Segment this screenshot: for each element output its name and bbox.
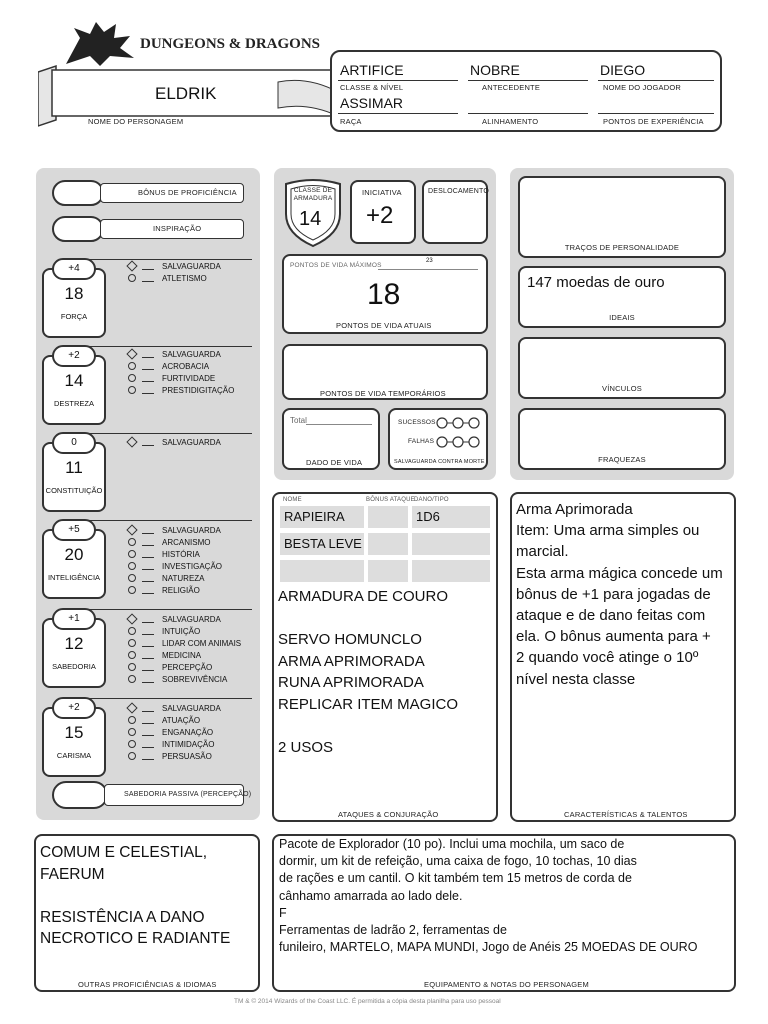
skill-label: INTIMIDAÇÃO (162, 739, 215, 749)
proficiency-marker-icon[interactable] (128, 639, 136, 647)
death-success-label: SUCESSOS (398, 419, 436, 426)
skill-label: ACROBACIA (162, 361, 210, 371)
ability-name: CARISMA (56, 751, 92, 760)
attack-row[interactable] (280, 533, 490, 555)
death-saves-label: SALVAGUARDA CONTRA MORTE (394, 459, 485, 465)
skill-row[interactable] (128, 348, 234, 360)
other-proficiencies-text[interactable]: COMUM E CELESTIAL, FAERUM RESISTÊNCIA A DANO NECROTICO E RADIANTE (40, 844, 231, 947)
skill-row[interactable] (128, 702, 221, 714)
attacks-col-name: NOME (283, 497, 302, 503)
character-name-label: NOME DO PERSONAGEM (88, 117, 184, 126)
ability-name: FORÇA (60, 312, 88, 321)
skill-label: LIDAR COM ANIMAIS (162, 638, 242, 648)
skill-row[interactable] (128, 560, 222, 572)
attack-name: BESTA LEVE (284, 536, 362, 551)
skill-row[interactable] (128, 572, 222, 584)
skill-label: PERSUASÃO (162, 751, 212, 761)
ability-destreza (42, 345, 252, 415)
proficiency-marker-icon[interactable] (128, 538, 136, 546)
ideals-text: 147 moedas de ouro (527, 274, 665, 291)
skill-row[interactable] (128, 372, 234, 384)
hp-max-line (378, 269, 478, 270)
proficiency-marker-icon[interactable] (128, 574, 136, 582)
ability-line (78, 346, 252, 347)
ability-constituicao (42, 432, 252, 502)
ability-modifier[interactable]: 0 (52, 432, 96, 454)
alignment-label: ALINHAMENTO (482, 117, 539, 126)
armor-class-label: CLASSE DE ARMADURA (293, 187, 333, 202)
skill-row[interactable] (128, 649, 241, 661)
skill-row[interactable] (128, 260, 221, 272)
skill-label: ARCANISMO (162, 537, 211, 547)
skill-row[interactable] (128, 272, 221, 284)
proficiency-marker-icon[interactable] (126, 436, 137, 447)
attack-damage: 1D6 (416, 509, 440, 524)
death-fail-circles[interactable] (434, 435, 482, 449)
ability-name: CONSTITUIÇÃO (45, 486, 103, 495)
proficiency-marker-icon[interactable] (128, 550, 136, 558)
skill-label: SALVAGUARDA (162, 614, 221, 624)
xp-line (598, 113, 714, 114)
speed-label: DESLOCAMENTO (428, 188, 490, 195)
skill-row[interactable] (128, 714, 221, 726)
skill-label: SALVAGUARDA (162, 525, 221, 535)
attack-name-cell[interactable] (280, 506, 364, 528)
proficiency-marker-icon[interactable] (128, 386, 136, 394)
background-line (468, 80, 588, 81)
proficiency-marker-icon[interactable] (128, 675, 136, 683)
attack-bonus-cell[interactable] (368, 533, 408, 555)
proficiency-bonus-box[interactable] (52, 180, 104, 206)
skill-label: INTUIÇÃO (162, 626, 201, 636)
copyright-footer: TM & © 2014 Wizards of the Coast LLC. É permitida a cópia desta planilha para uso pessoal (234, 998, 501, 1005)
skill-label: SALVAGUARDA (162, 703, 221, 713)
proficiency-marker-icon[interactable] (128, 562, 136, 570)
skills-list (128, 348, 234, 396)
background-value[interactable]: NOBRE (470, 62, 520, 78)
attack-damage-cell[interactable] (412, 560, 490, 582)
skill-label: NATUREZA (162, 573, 205, 583)
skill-label: PERCEPÇÃO (162, 662, 213, 672)
attack-name: RAPIEIRA (284, 509, 345, 524)
skill-row[interactable] (128, 661, 241, 673)
hit-dice-total-label: Total (290, 416, 307, 425)
ability-inteligencia (42, 519, 252, 595)
bonds-label: VÍNCULOS (602, 384, 642, 393)
skill-row[interactable] (128, 738, 221, 750)
class-level-value[interactable]: ARTIFICE (340, 62, 404, 78)
proficiency-marker-icon[interactable] (128, 627, 136, 635)
ability-forca (42, 258, 252, 328)
attacks-col-damage: DANO/TIPO (414, 497, 449, 503)
ability-score: 11 (65, 458, 83, 477)
skill-row[interactable] (128, 384, 234, 396)
proficiency-marker-icon[interactable] (128, 740, 136, 748)
hit-dice-total-line (306, 424, 372, 425)
personality-traits-box[interactable] (518, 176, 726, 258)
proficiency-bonus-label: BÔNUS DE PROFICIÊNCIA (138, 188, 237, 197)
ability-modifier[interactable]: +4 (52, 258, 96, 280)
ability-name: DESTREZA (53, 399, 94, 408)
hp-current-label: PONTOS DE VIDA ATUAIS (336, 321, 432, 330)
attacks-label: ATAQUES & CONJURAÇÃO (338, 810, 439, 819)
attack-bonus-cell[interactable] (368, 560, 408, 582)
skill-row[interactable] (128, 625, 241, 637)
skill-label: ATUAÇÃO (162, 715, 201, 725)
ability-sabedoria (42, 608, 252, 684)
alignment-line (468, 113, 588, 114)
attack-name-cell[interactable] (280, 533, 364, 555)
skill-label: HISTÓRIA (162, 549, 200, 559)
ability-line (78, 520, 252, 521)
flaws-label: FRAQUEZAS (598, 455, 646, 464)
ability-name: INTELIGÊNCIA (47, 573, 101, 582)
ability-score: 20 (64, 545, 84, 564)
ability-score: 14 (64, 371, 84, 390)
character-name[interactable]: ELDRIK (155, 84, 217, 103)
proficiency-marker-icon[interactable] (128, 663, 136, 671)
ability-line (78, 433, 252, 434)
proficiency-marker-icon[interactable] (128, 274, 136, 282)
armor-class-value[interactable]: 14 (299, 208, 322, 230)
attack-damage-cell[interactable] (412, 533, 490, 555)
skill-label: SALVAGUARDA (162, 349, 221, 359)
proficiency-marker-icon[interactable] (126, 260, 137, 271)
skill-row[interactable] (128, 673, 241, 685)
skill-row[interactable] (128, 436, 221, 448)
ideals-label: IDEAIS (609, 313, 635, 322)
skill-row[interactable] (128, 548, 222, 560)
proficiency-marker-icon[interactable] (126, 524, 137, 535)
attacks-notes[interactable]: ARMADURA DE COURO SERVO HOMUNCLO ARMA APRIMORADA RUNA APRIMORADA REPLICAR ITEM MAGICO 2 USOS (278, 588, 459, 756)
skill-label: ENGANAÇÃO (162, 727, 214, 737)
race-label: RAÇA (340, 117, 362, 126)
skills-list (128, 260, 221, 284)
skill-label: RELIGIÃO (162, 585, 200, 595)
proficiency-marker-icon[interactable] (126, 348, 137, 359)
skill-label: SALVAGUARDA (162, 437, 221, 447)
background-label: ANTECEDENTE (482, 83, 541, 92)
ability-modifier[interactable]: +2 (52, 697, 96, 719)
player-name-value[interactable]: DIEGO (600, 62, 646, 78)
proficiency-marker-icon[interactable] (128, 362, 136, 370)
skills-list (128, 524, 222, 596)
skill-row[interactable] (128, 726, 221, 738)
skills-list (128, 613, 241, 685)
equipment-text[interactable]: Pacote de Explorador (10 po). Inclui uma mochila, um saco de dormir, um kit de refeição, uma caixa de fogo, 10 tochas, 10 dias de rações e um cantil. O kit também tem 15 metros de corda de cânhamo amarrada ao lado dele. F Ferramentas de ladrão 2, ferramentas de funileiro, MARTELO, MAPA MUNDI, Jogo de Anéis 25 MOEDAS DE OURO (279, 837, 698, 955)
flaws-box[interactable] (518, 408, 726, 470)
proficiency-marker-icon[interactable] (128, 728, 136, 736)
initiative-label: INICIATIVA (362, 188, 402, 197)
hp-max-note: 23 (426, 258, 433, 264)
ability-modifier[interactable]: +2 (52, 345, 96, 367)
ability-modifier[interactable]: +1 (52, 608, 96, 630)
skill-label: ATLETISMO (162, 273, 207, 283)
temp-hp-label: PONTOS DE VIDA TEMPORÁRIOS (320, 389, 446, 398)
skill-label: MEDICINA (162, 650, 202, 660)
player-name-label: NOME DO JOGADOR (603, 83, 682, 92)
death-success-circles[interactable] (434, 416, 482, 430)
death-fail-label: FALHAS (408, 438, 435, 445)
personality-traits-label: TRAÇOS DE PERSONALIDADE (564, 243, 680, 252)
ability-score: 15 (64, 723, 84, 742)
inspiration-label: INSPIRAÇÃO (153, 224, 202, 233)
attack-name-cell[interactable] (280, 560, 364, 582)
ability-score: 12 (64, 634, 84, 653)
passive-perception-box[interactable] (52, 781, 108, 809)
skill-row[interactable] (128, 750, 221, 762)
bonds-box[interactable] (518, 337, 726, 399)
hp-current-value: 18 (367, 278, 401, 311)
attacks-col-bonus: BÔNUS ATAQUE (366, 497, 415, 503)
skill-label: FURTIVIDADE (162, 373, 216, 383)
class-level-label: CLASSE & NÍVEL (340, 83, 404, 92)
attack-row[interactable] (280, 560, 490, 582)
proficiency-marker-icon[interactable] (126, 613, 137, 624)
proficiency-marker-icon[interactable] (128, 374, 136, 382)
skills-list (128, 436, 221, 448)
header (0, 0, 768, 150)
ability-modifier[interactable]: +5 (52, 519, 96, 541)
other-proficiencies-label: OUTRAS PROFICIÊNCIAS & IDIOMAS (78, 980, 217, 989)
class-level-line (338, 80, 458, 81)
features-label: CARACTERÍSTICAS & TALENTOS (564, 810, 688, 819)
ability-name: SABEDORIA (52, 662, 96, 671)
skill-label: PRESTIDIGITAÇÃO (162, 385, 235, 395)
proficiency-marker-icon[interactable] (128, 752, 136, 760)
attack-damage-cell[interactable] (412, 506, 490, 528)
passive-perception-label: SABEDORIA PASSIVA (PERCEPÇÃO) (124, 791, 252, 798)
hp-max-label: PONTOS DE VIDA MÁXIMOS (290, 262, 382, 269)
skill-row[interactable] (128, 637, 241, 649)
skills-list (128, 702, 221, 762)
proficiency-marker-icon[interactable] (128, 586, 136, 594)
ideals-box[interactable] (518, 266, 726, 328)
ability-line (78, 609, 252, 610)
hit-dice-label: DADO DE VIDA (306, 458, 363, 467)
ability-score: 18 (64, 284, 84, 303)
proficiency-marker-icon[interactable] (128, 716, 136, 724)
skill-label: SOBREVIVÊNCIA (162, 674, 228, 684)
skill-label: SALVAGUARDA (162, 261, 221, 271)
attack-bonus-cell[interactable] (368, 506, 408, 528)
proficiency-marker-icon[interactable] (126, 702, 137, 713)
proficiency-marker-icon[interactable] (128, 651, 136, 659)
skill-row[interactable] (128, 360, 234, 372)
xp-label: PONTOS DE EXPERIÊNCIA (603, 117, 704, 126)
initiative-value: +2 (366, 202, 394, 229)
skill-row[interactable] (128, 536, 222, 548)
skill-row[interactable] (128, 524, 222, 536)
race-value[interactable]: ASSIMAR (340, 95, 404, 111)
equipment-label: EQUIPAMENTO & NOTAS DO PERSONAGEM (424, 980, 589, 989)
dnd-logo: DUNGEONS & DRAGONS (140, 36, 321, 52)
attack-row[interactable] (280, 506, 490, 528)
skill-row[interactable] (128, 613, 241, 625)
ability-carisma (42, 697, 252, 773)
skill-row[interactable] (128, 584, 222, 596)
race-line (338, 113, 458, 114)
inspiration-box[interactable] (52, 216, 104, 242)
player-name-line (598, 80, 714, 81)
skill-label: INVESTIGAÇÃO (162, 561, 223, 571)
ability-line (78, 698, 252, 699)
features-text[interactable]: Arma Aprimorada Item: Uma arma simples ou marcial. Esta arma mágica concede um bônus de +1 para jogadas de ataque e de dano feitas com ela. O bônus aumenta para + 2 quando você atinge o 10º nível nesta classe (516, 501, 723, 688)
